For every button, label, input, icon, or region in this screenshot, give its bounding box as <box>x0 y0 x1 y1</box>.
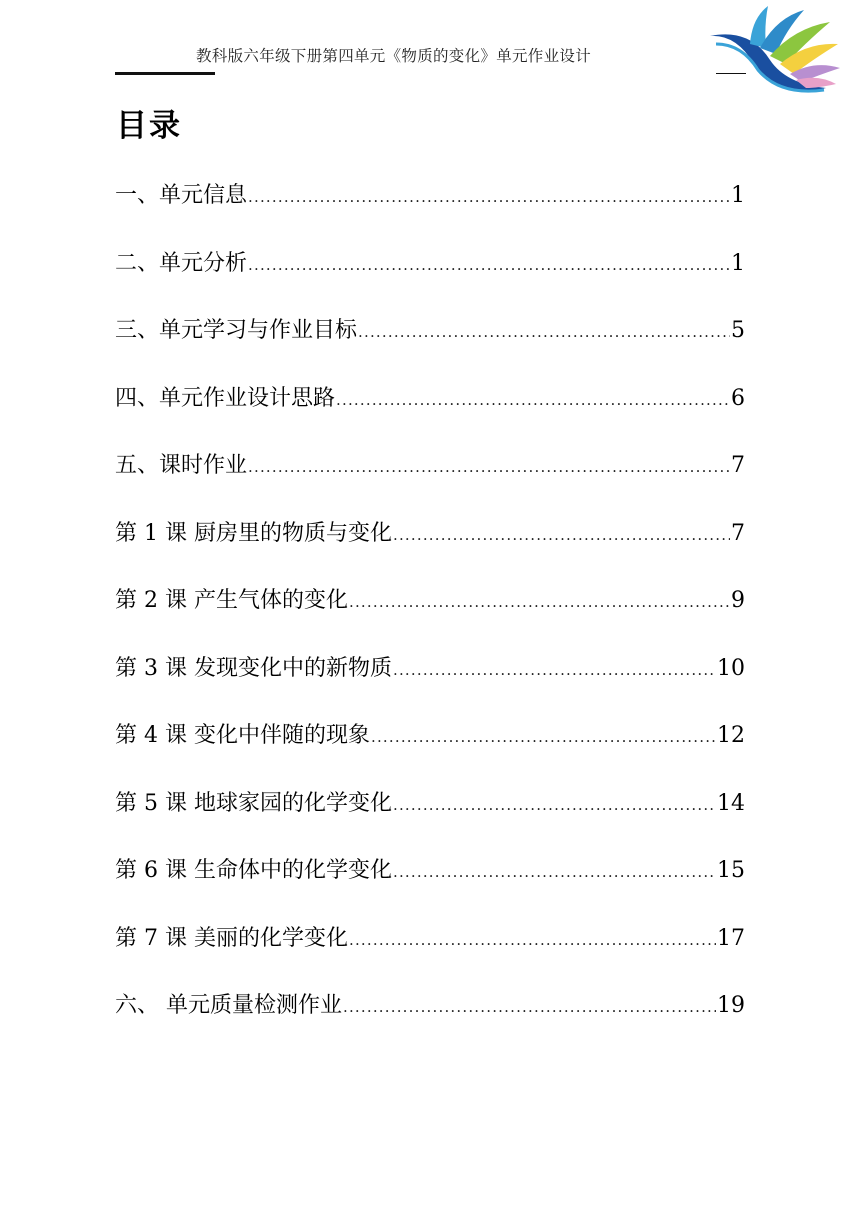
toc-entry[interactable] <box>115 917 745 985</box>
toc-entry[interactable] <box>115 984 745 1052</box>
toc-dot-leader <box>358 310 730 354</box>
toc-entry-label: 第 6 课 生命体中的化学变化 <box>115 858 392 883</box>
toc-dot-leader <box>343 985 716 1029</box>
toc-dot-leader <box>393 513 730 557</box>
toc-dot-leader <box>371 715 716 759</box>
toc-entry-page-number: 5 <box>731 318 745 343</box>
toc-entry-label: 第 3 课 发现变化中的新物质 <box>115 655 392 681</box>
table-of-contents <box>115 174 745 1052</box>
toc-entry-label: 三、单元学习与作业目标 <box>115 318 358 343</box>
toc-entry-page-number: 10 <box>717 655 745 681</box>
toc-entry-label: 第 4 课 变化中伴随的现象 <box>115 723 370 748</box>
toc-entry[interactable] <box>115 242 745 310</box>
toc-entry-label: 第 2 课 产生气体的变化 <box>115 588 348 613</box>
toc-entry-page-number: 1 <box>731 250 745 276</box>
toc-entry-label: 四、单元作业设计思路 <box>115 385 336 411</box>
toc-dot-leader <box>393 783 716 827</box>
toc-entry[interactable] <box>115 309 745 377</box>
toc-title: 目录 <box>116 108 182 144</box>
toc-entry[interactable] <box>115 512 745 580</box>
toc-entry-label: 五、课时作业 <box>115 453 248 478</box>
toc-entry-label: 六、 单元质量检测作业 <box>115 993 342 1018</box>
header-title: 教科版六年级下册第四单元《物质的变化》单元作业设计 <box>196 47 592 65</box>
toc-entry[interactable] <box>115 579 745 647</box>
toc-dot-leader <box>248 445 730 489</box>
bird-logo-icon <box>706 4 842 100</box>
toc-entry-label: 第 5 课 地球家园的化学变化 <box>115 790 392 816</box>
toc-dot-leader <box>393 648 716 692</box>
toc-entry-label: 第 1 课 厨房里的物质与变化 <box>115 520 392 546</box>
toc-entry-page-number: 15 <box>717 858 745 883</box>
toc-entry-page-number: 6 <box>731 385 745 411</box>
toc-entry[interactable] <box>115 782 745 850</box>
toc-entry-page-number: 7 <box>731 520 745 546</box>
toc-dot-leader <box>248 243 730 287</box>
toc-entry-page-number: 9 <box>731 588 745 613</box>
toc-entry[interactable] <box>115 444 745 512</box>
toc-entry[interactable] <box>115 714 745 782</box>
toc-entry-page-number: 1 <box>731 183 745 208</box>
toc-entry-label: 第 7 课 美丽的化学变化 <box>115 925 348 951</box>
toc-entry[interactable] <box>115 647 745 715</box>
toc-dot-leader <box>336 378 730 422</box>
toc-entry-page-number: 12 <box>717 723 745 748</box>
toc-dot-leader <box>349 918 716 962</box>
header-rule-left <box>115 72 215 75</box>
toc-dot-leader <box>248 175 730 219</box>
toc-entry-label: 一、单元信息 <box>115 183 248 208</box>
toc-entry-page-number: 19 <box>717 993 745 1018</box>
toc-entry[interactable] <box>115 377 745 445</box>
toc-dot-leader <box>349 580 730 624</box>
toc-entry[interactable] <box>115 174 745 242</box>
toc-dot-leader <box>393 850 716 894</box>
toc-entry-page-number: 14 <box>717 790 745 816</box>
toc-entry[interactable] <box>115 849 745 917</box>
toc-entry-label: 二、单元分析 <box>115 250 248 276</box>
toc-entry-page-number: 17 <box>717 925 745 951</box>
toc-entry-page-number: 7 <box>731 453 745 478</box>
